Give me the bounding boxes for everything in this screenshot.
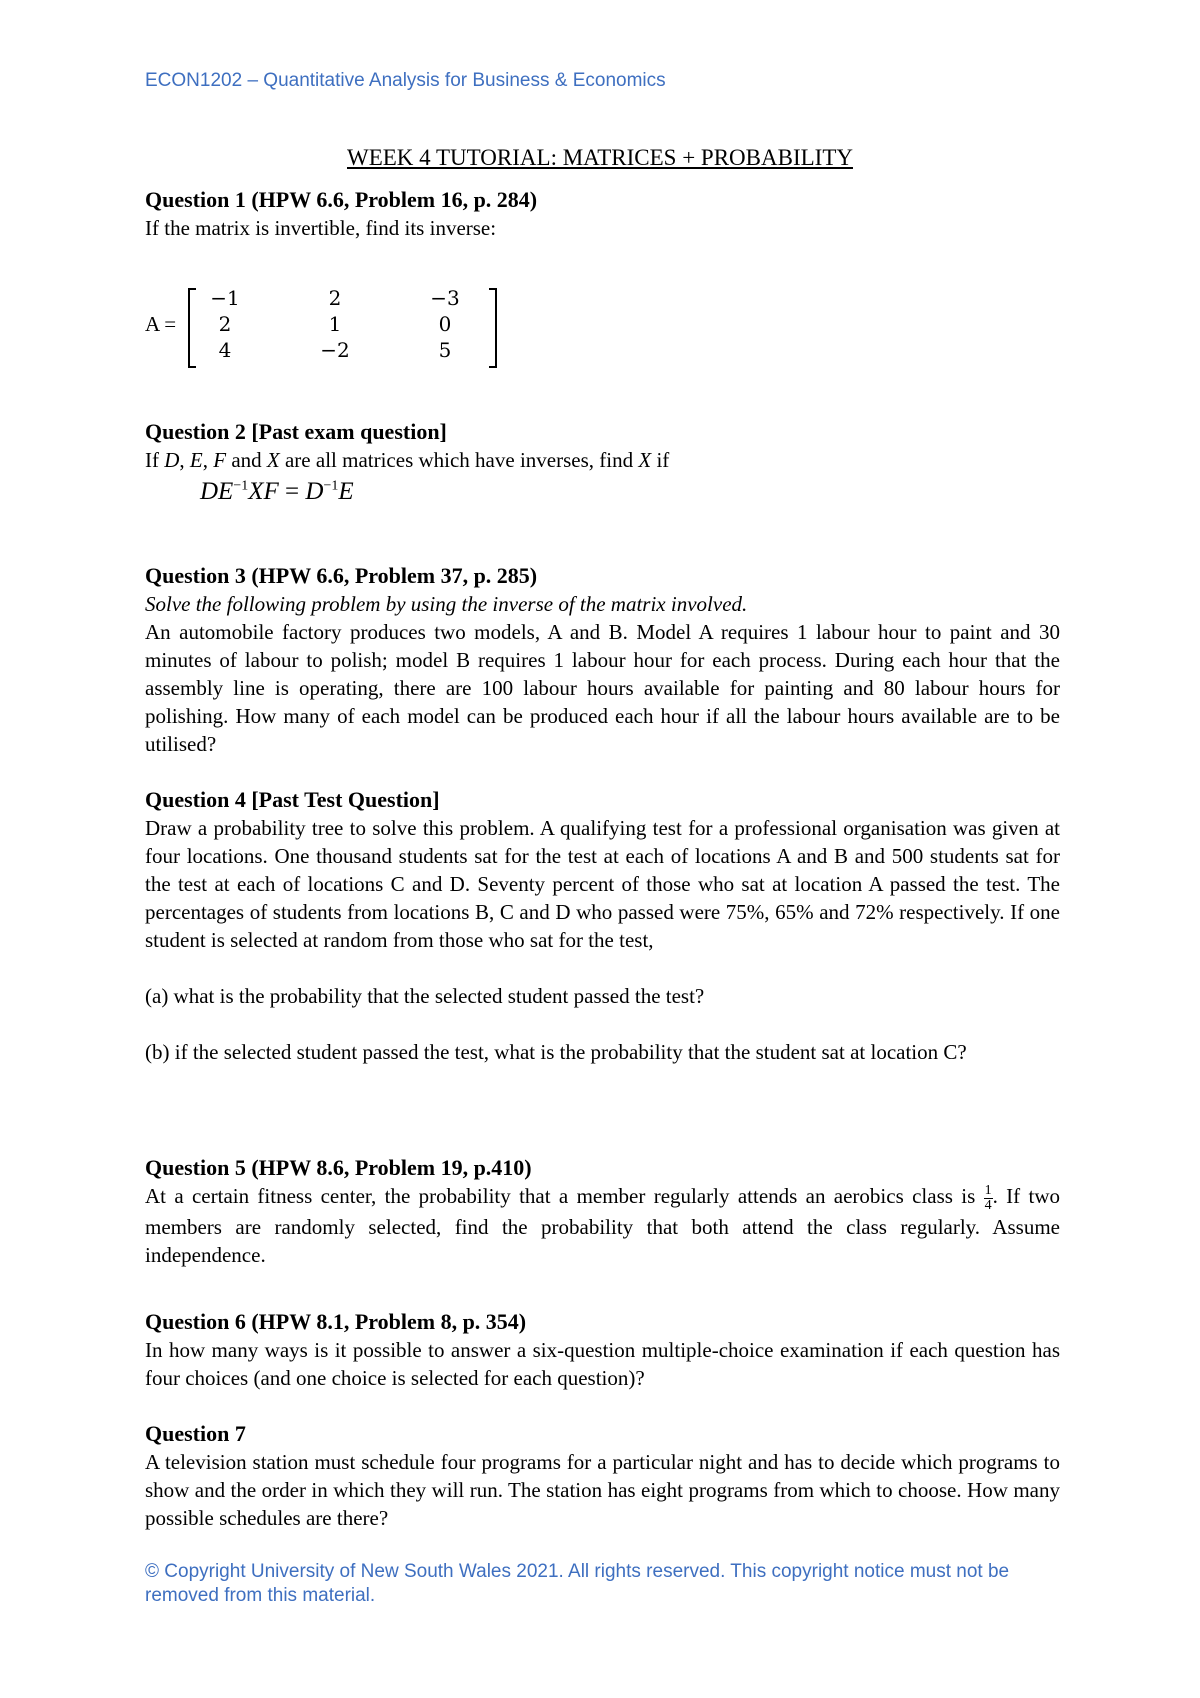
matrix-label: A =	[145, 312, 177, 336]
question-2-equation: $DE^{-1}XF = D^{-1}E$	[200, 478, 354, 505]
question-7	[145, 1420, 1060, 1532]
question-4	[145, 786, 1060, 1066]
question-4-heading: Question 4 [Past Test Question]	[145, 787, 440, 812]
matrix-cell: 2	[218, 312, 232, 336]
matrix-left-bracket	[188, 288, 196, 368]
matrix-cell: 4	[218, 338, 232, 362]
question-2-heading: Question 2 [Past exam question]	[145, 419, 447, 444]
question-4-text: Draw a probability tree to solve this problem. A qualifying test for a professional organisation was given at four locations. One thousand students sat for the test at each of locations A and B and 500 students sat for the test at each of locations C and D. Seventy percent of those who sat at location A passed the test. The percentages of students from locations B, C and D who passed were 75%, 65% and 72% respectively. If one student is selected at random from those who sat for the test,	[145, 816, 1060, 952]
matrix-cell: 5	[438, 338, 452, 362]
matrix-right-bracket	[489, 288, 497, 368]
matrix-cell: −1	[210, 286, 240, 310]
question-5-heading: Question 5 (HPW 8.6, Problem 19, p.410)	[145, 1155, 532, 1180]
question-3	[145, 562, 1060, 758]
matrix-cell: 1	[328, 312, 342, 336]
question-6-text: In how many ways is it possible to answer a six-question multiple-choice examination if each question has four choices (and one choice is selected for each question)?	[145, 1338, 1060, 1390]
question-1-heading: Question 1 (HPW 6.6, Problem 16, p. 284)	[145, 187, 538, 212]
question-6	[145, 1308, 1060, 1392]
matrix-cell: 0	[438, 312, 452, 336]
copyright-footer: © Copyright University of New South Wales 2021. All rights reserved. This copyright notice must not be removed from this material.	[145, 1561, 1010, 1606]
question-3-instruction: Solve the following problem by using the inverse of the matrix involved.	[145, 592, 748, 616]
question-3-heading: Question 3 (HPW 6.6, Problem 37, p. 285)	[145, 563, 538, 588]
question-1-text: If the matrix is invertible, find its inverse:	[145, 216, 497, 240]
matrix-cell: −3	[430, 286, 460, 310]
question-3-text: An automobile factory produces two models, A and B. Model A requires 1 labour hour to paint and 30 minutes of labour to polish; model B requires 1 labour hour for each process. During each hour that the assembly line is operating, there are 100 labour hours available for painting and 80 labour hours for polishing. How many of each model can be produced each hour if all the labour hours available are to be utilised?	[145, 620, 1060, 756]
question-6-heading: Question 6 (HPW 8.1, Problem 8, p. 354)	[145, 1309, 527, 1334]
question-1	[145, 186, 1060, 242]
question-4-part-a: (a) what is the probability that the selected student passed the test?	[145, 984, 705, 1008]
question-7-text: A television station must schedule four programs for a particular night and has to decide which programs to show and the order in which they will run. The station has eight programs from which to choose. How many possible schedules are there?	[145, 1450, 1060, 1530]
question-5-text: At a certain fitness center, the probability that a member regularly attends an aerobics class is $\frac{1}{4}$ . If two members are randomly selected, find the probability that both attend the class regularly. Assume independence.	[145, 1182, 1060, 1267]
question-2-text: If D, E, F and X are all matrices which have inverses, find X if	[145, 448, 670, 472]
question-5	[145, 1154, 1060, 1269]
fraction-one-quarter: $\frac{1}{4}$	[984, 1182, 992, 1213]
question-7-heading: Question 7	[145, 1421, 246, 1446]
question-4-part-b: (b) if the selected student passed the test, what is the probability that the student sat at location C?	[145, 1040, 967, 1064]
page-title: WEEK 4 TUTORIAL: MATRICES + PROBABILITY	[347, 145, 853, 170]
question-2	[145, 418, 1060, 474]
course-header: ECON1202 – Quantitative Analysis for Business & Economics	[145, 70, 666, 91]
matrix-cell: 2	[328, 286, 342, 310]
matrix-cell: −2	[320, 338, 350, 362]
